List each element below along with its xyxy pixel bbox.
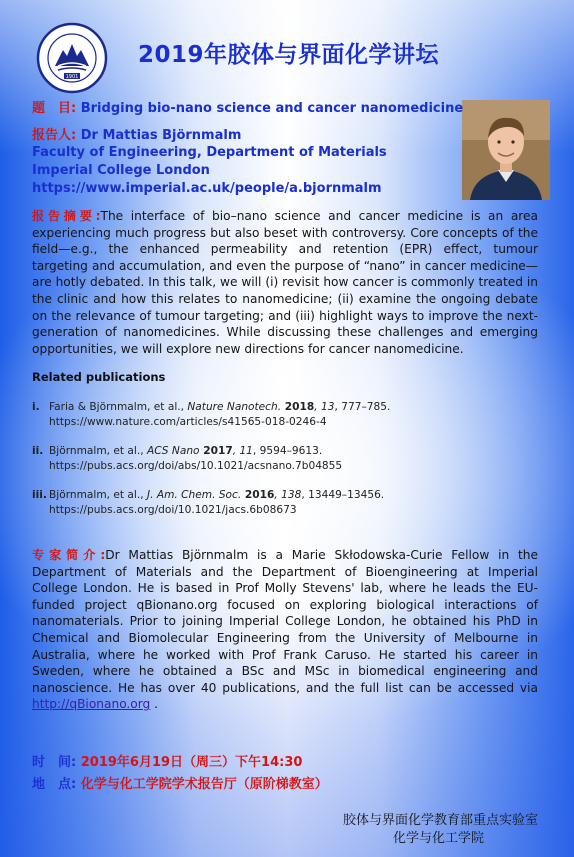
abstract — [32, 208, 538, 357]
publication-volume: , 138 — [274, 489, 302, 501]
publication-volume: , 13 — [314, 401, 335, 413]
affiliation-2: Imperial College London — [32, 163, 210, 178]
publication-number: ii. — [32, 445, 44, 457]
organizer-line-1: 胶体与界面化学教育部重点实验室 — [342, 813, 538, 828]
publication-item — [32, 488, 384, 518]
event-time: 2019年6月19日（周三）下午14:30 — [80, 755, 303, 770]
publication-year: 2017 — [199, 445, 233, 457]
speaker-bio — [32, 547, 538, 713]
bio-label: 专家简介: — [32, 548, 106, 562]
abstract-text: The interface of bio–nano science and cancer medicine is an area experiencing much progress but also beset with controversy. Core concepts of the field—e.g., the enhanced permeability and retention (EPR) effect, tumour targeting and accumulation, and even the purpose of “nano” in cancer medicine—are hotly debated. In this talk, we will (i) revisit how cancer is commonly treated in the clinic and how this relates to nanomedicine; (ii) examine the ongoing debate on the relevance of tumour targeting; and (iii) highlight ways to improve the next-generation of nanomedicines. While discussing these challenges and emerging opportunities, we will explore new directions for cancer nanomedicine. — [32, 209, 539, 356]
publication-item — [32, 400, 390, 430]
talk-title: Bridging bio-nano science and cancer nanomedicine — [80, 101, 464, 116]
publication-item — [32, 444, 342, 474]
bio-tail: . — [150, 697, 159, 712]
event-place-row — [32, 773, 328, 792]
publication-number: i. — [32, 401, 40, 413]
affiliation-1: Faculty of Engineering, Department of Materials — [32, 145, 387, 160]
abstract-label: 报告摘要: — [32, 209, 101, 223]
publications-heading: Related publications — [32, 370, 166, 384]
publication-journal: ACS Nano — [146, 445, 200, 457]
publication-url[interactable]: https://www.nature.com/articles/s41565-018-0246-4 — [49, 416, 327, 428]
talk-title-label: 题 目: — [32, 101, 77, 116]
speaker-url[interactable]: https://www.imperial.ac.uk/people/a.bjornmalm — [32, 181, 382, 196]
publication-number: iii. — [32, 489, 47, 501]
time-label: 时 间: — [32, 755, 77, 770]
publication-authors: Björnmalm, et al., — [49, 445, 147, 457]
publication-authors: Björnmalm, et al., — [49, 489, 147, 501]
publication-authors: Faria & Björnmalm, et al., — [49, 401, 188, 413]
university-logo — [36, 22, 108, 94]
speaker-name: Dr Mattias Björnmalm — [80, 128, 242, 143]
publication-volume: , 11 — [232, 445, 253, 457]
publication-url[interactable]: https://pubs.acs.org/doi/10.1021/jacs.6b08673 — [49, 504, 297, 516]
publication-url[interactable]: https://pubs.acs.org/doi/abs/10.1021/acsnano.7b04855 — [49, 460, 343, 472]
place-label: 地 点: — [32, 777, 77, 792]
svg-text:1901: 1901 — [65, 74, 79, 80]
publication-pages: , 9594–9613. — [252, 445, 323, 457]
talk-title-row — [32, 97, 463, 116]
speaker-label: 报告人: — [32, 128, 77, 143]
publication-year: 2016 — [241, 489, 275, 501]
publication-pages: , 777–785. — [334, 401, 391, 413]
event-time-row — [32, 751, 302, 770]
page-title: 2019年胶体与界面化学讲坛 — [138, 42, 440, 68]
publication-year: 2018 — [281, 401, 315, 413]
organizer-line-2: 化学与化工学院 — [392, 831, 484, 846]
bio-text: Dr Mattias Björnmalm is a Marie Skłodowska-Curie Fellow in the Department of Materials and the Department of Bioengineering at Imperial College London. He is based in Prof Molly Stevens' lab, where he leads the EU-funded project qBionano.org focused on exploring biological interactions of nanomaterials. Prior to joining Imperial College London, he obtained his PhD in Chemical and Biomolecular Engineering from the University of Melbourne in Australia, where he worked with Prof Frank Caruso. He started his career in Sweden, where he obtained a BSc and MSc in biomedical engineering and nanoscience. He has over 40 publications, and the full list can be accessed via — [32, 548, 539, 695]
speaker-photo — [462, 100, 550, 200]
publication-journal: J. Am. Chem. Soc. — [146, 489, 242, 501]
publication-pages: , 13449–13456. — [301, 489, 385, 501]
bio-link[interactable]: http://qBionano.org — [32, 697, 151, 712]
event-place: 化学与化工学院学术报告厅（原阶梯教室） — [80, 777, 328, 792]
publication-journal: Nature Nanotech. — [187, 401, 282, 413]
speaker-row — [32, 124, 241, 143]
